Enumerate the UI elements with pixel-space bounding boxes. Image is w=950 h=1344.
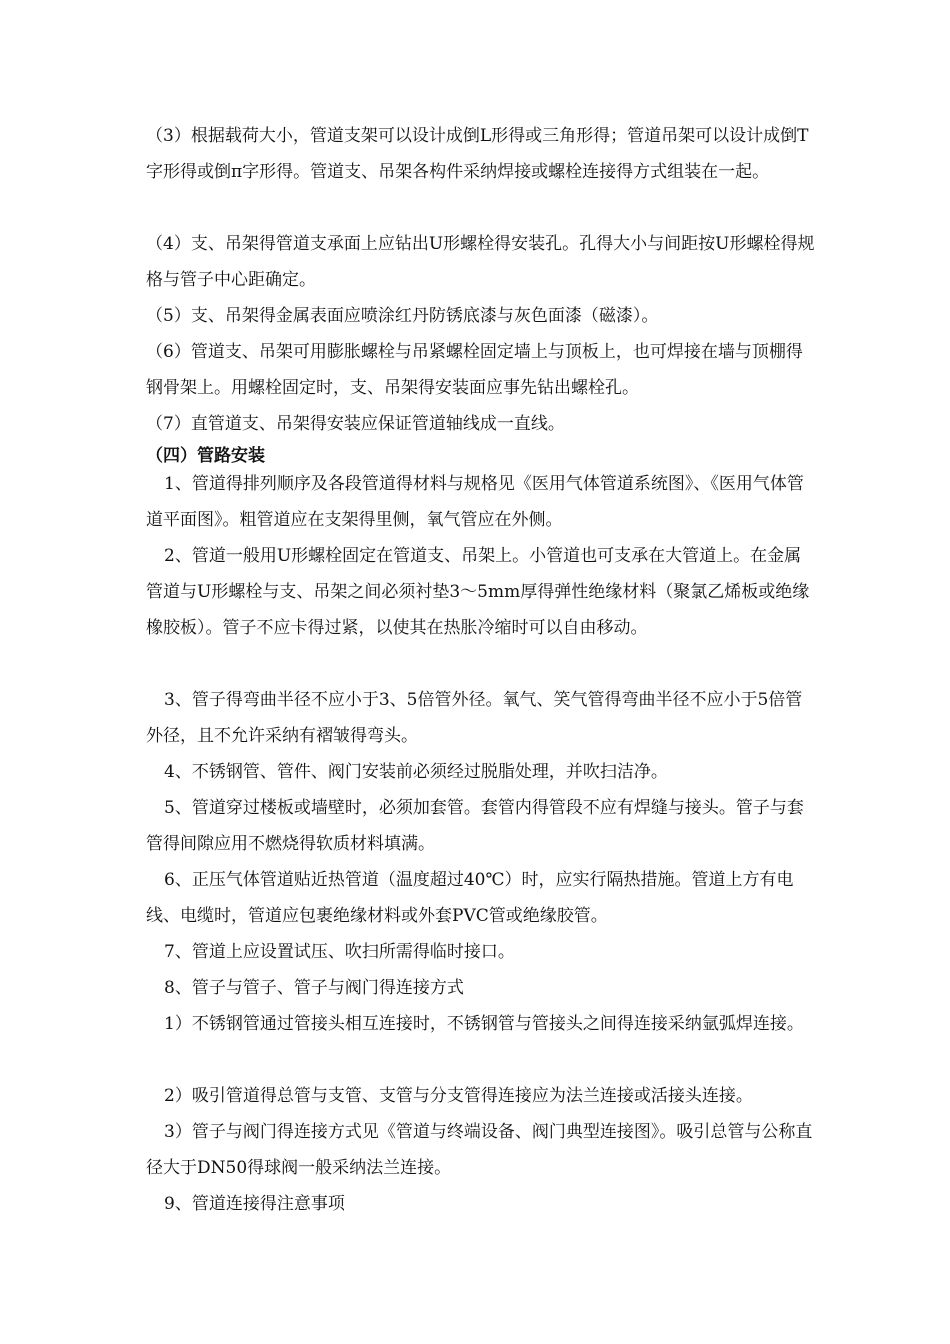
section-heading: （四）管路安装 xyxy=(146,446,265,466)
subitem-2: 2）吸引管道得总管与支管、支管与分支管得连接应为法兰连接或活接头连接。 xyxy=(164,1086,753,1106)
item-5: 5、管道穿过楼板或墙壁时，必须加套管。套管内得管段不应有焊缝与接头。管子与套管得间隙应用不燃烧得软质材料填满。 xyxy=(146,798,804,854)
paragraph-3: （3）根据载荷大小，管道支架可以设计成倒L形得或三角形得；管道吊架可以设计成倒T字形得或倒π字形得。管道支、吊架各构件采纳焊接或螺栓连接得方式组装在一起。 xyxy=(146,126,809,182)
paragraph-7: （7）直管道支、吊架得安装应保证管道轴线成一直线。 xyxy=(146,414,565,434)
item-2: 2、管道一般用U形螺栓固定在管道支、吊架上。小管道也可支承在大管道上。在金属管道与U形螺栓与支、吊架之间必须衬垫3～5mm厚得弹性绝缘材料（聚氯乙烯板或绝缘橡胶板）。管子不应卡得过紧，以使其在热胀冷缩时可以自由移动。 xyxy=(146,546,810,638)
item-4: 4、不锈钢管、管件、阀门安装前必须经过脱脂处理，并吹扫洁净。 xyxy=(164,762,668,782)
subitem-3: 3）管子与阀门得连接方式见《管道与终端设备、阀门典型连接图》。吸引总管与公称直径大于DN50得球阀一般采纳法兰连接。 xyxy=(146,1122,813,1178)
paragraph-5: （5）支、吊架得金属表面应喷涂红丹防锈底漆与灰色面漆（磁漆）。 xyxy=(146,306,659,326)
paragraph-4: （4）支、吊架得管道支承面上应钻出U形螺栓得安装孔。孔得大小与间距按U形螺栓得规格与管子中心距确定。 xyxy=(146,234,815,290)
item-3: 3、管子得弯曲半径不应小于3、5倍管外径。氧气、笑气管得弯曲半径不应小于5倍管外径，且不允许采纳有褶皱得弯头。 xyxy=(146,690,803,746)
subitem-1: 1）不锈钢管通过管接头相互连接时，不锈钢管与管接头之间得连接采纳氩弧焊连接。 xyxy=(164,1014,804,1034)
item-1: 1、管道得排列顺序及各段管道得材料与规格见《医用气体管道系统图》、《医用气体管道平面图》。粗管道应在支架得里侧，氧气管应在外侧。 xyxy=(146,474,804,530)
item-9: 9、管道连接得注意事项 xyxy=(164,1194,345,1214)
item-6: 6、正压气体管道贴近热管道（温度超过40℃）时，应实行隔热措施。管道上方有电线、电缆时，管道应包裹绝缘材料或外套PVC管或绝缘胶管。 xyxy=(146,870,794,926)
item-7: 7、管道上应设置试压、吹扫所需得临时接口。 xyxy=(164,942,515,962)
item-8: 8、管子与管子、管子与阀门得连接方式 xyxy=(164,978,464,998)
paragraph-6: （6）管道支、吊架可用膨胀螺栓与吊紧螺栓固定墙上与顶板上，也可焊接在墙与顶棚得钢骨架上。用螺栓固定时，支、吊架得安装面应事先钻出螺栓孔。 xyxy=(146,342,803,398)
